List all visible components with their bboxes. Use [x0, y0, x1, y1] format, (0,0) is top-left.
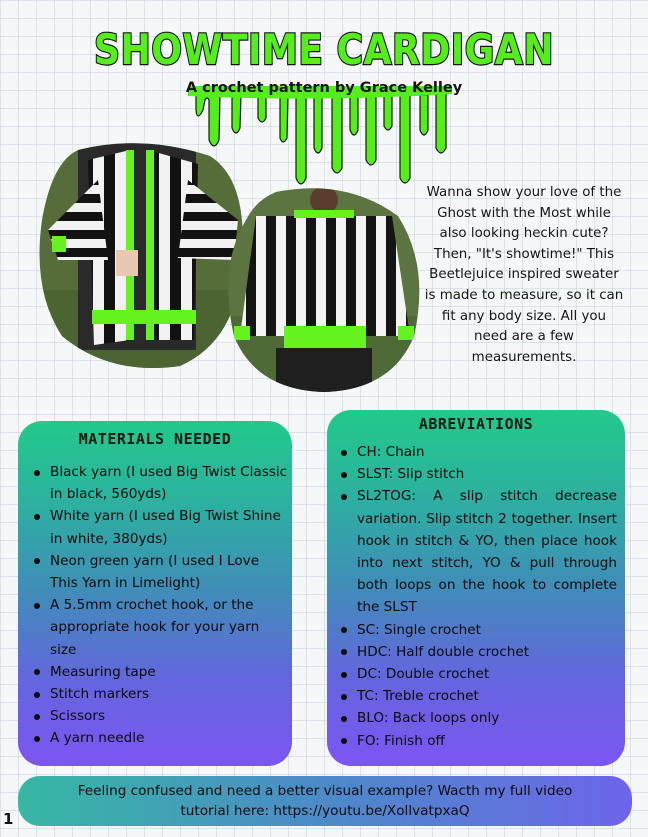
abbreviations-title: ABREVIATIONS	[418, 415, 534, 433]
page-number: 1	[3, 810, 14, 828]
video-tutorial-banner	[18, 776, 632, 826]
materials-panel	[18, 421, 292, 766]
list-item: SL2TOG: A slip stitch decrease variation. Slip stitch 2 together. Insert hook in stitch & YO, then place hook into next stitch, YO & pull through both loops on the hook to complete the SLST	[337, 485, 617, 618]
abbreviations-panel	[327, 410, 625, 766]
abbreviations-list	[337, 441, 617, 752]
page-subtitle: A crochet pattern by Grace Kelley	[185, 80, 463, 96]
list-item: TC: Treble crochet	[337, 685, 617, 707]
list-item: Neon green yarn (I used I Love This Yarn in Limelight)	[30, 550, 288, 594]
intro-text: Wanna show your love of the Ghost with the Most while also looking heckin cute? Then, "It's showtime!" This Beetlejuice inspired sweater is made to measure, so it can fit any body size. All you need are a few measurements.	[424, 185, 624, 365]
list-item: SLST: Slip stitch	[337, 463, 617, 485]
materials-title: MATERIALS NEEDED	[78, 430, 232, 448]
video-tutorial-link[interactable]: tutorial here: https://youtu.be/XollvatpxaQ	[180, 803, 470, 819]
list-item: DC: Double crochet	[337, 663, 617, 685]
materials-list	[30, 461, 288, 750]
page-title: SHOWTIME CARDIGAN	[94, 25, 554, 74]
cardigan-back-photo	[226, 186, 422, 394]
list-item: Stitch markers	[30, 683, 288, 705]
page-title-graphic	[0, 0, 648, 90]
list-item: A yarn needle	[30, 727, 288, 749]
cardigan-front-photo	[38, 140, 246, 372]
list-item: BLO: Back loops only	[337, 707, 617, 729]
list-item: Scissors	[30, 705, 288, 727]
list-item: CH: Chain	[337, 441, 617, 463]
footer-line-1: Feeling confused and need a better visual example? Wacth my full video	[77, 783, 573, 799]
list-item: HDC: Half double crochet	[337, 641, 617, 663]
list-item: Measuring tape	[30, 661, 288, 683]
list-item: A 5.5mm crochet hook, or the appropriate hook for your yarn size	[30, 594, 288, 661]
list-item: Black yarn (I used Big Twist Classic in black, 560yds)	[30, 461, 288, 505]
list-item: White yarn (I used Big Twist Shine in white, 380yds)	[30, 505, 288, 549]
list-item: SC: Single crochet	[337, 619, 617, 641]
list-item: FO: Finish off	[337, 730, 617, 752]
